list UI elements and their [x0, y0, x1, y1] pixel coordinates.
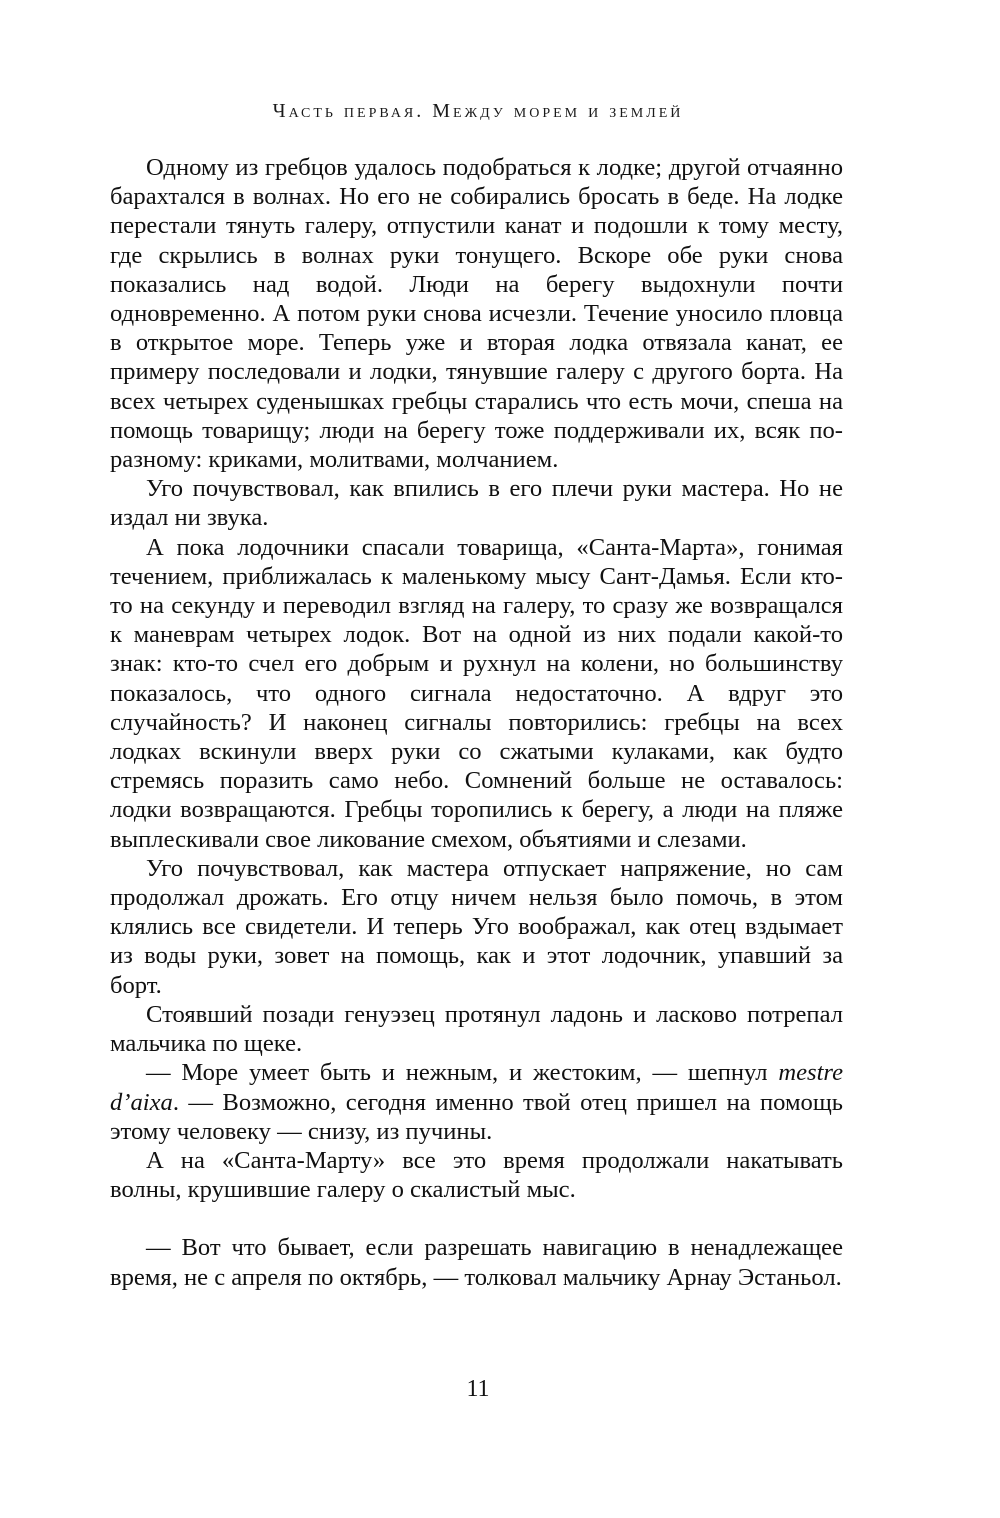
italic-term: mestre d’aixa	[110, 1059, 843, 1116]
paragraph-4: Уго почувствовал, как мастера отпускает напряжение, но сам продолжал дрожать. Его отцу ничем нельзя было помочь, в этом клялись все свидетели. И теперь Уго воображал, как отец вздымает из воды руки, зовет на помощь, как и этот лодочник, упавший за борт.	[110, 854, 843, 999]
paragraph-6	[110, 1058, 843, 1146]
running-head: Часть первая. Между морем и землей	[272, 100, 684, 122]
paragraph-3: А пока лодочники спасали товарища, «Санта-Марта», гонимая течением, приближалась к маленькому мысу Сант-Дамья. Если кто-то на секунду и переводил взгляд на галеру, то сразу же возвращался к маневрам четырех лодок. Вот на одной из них подали какой-то знак: кто-то счел его добрым и рухнул на колени, но большинству показалось, что одного сигнала недостаточно. А вдруг это случайность? И наконец сигналы повторились: гребцы на всех лодках вскинули вверх руки со сжатыми кулаками, как будто стремясь поразить само небо. Сомнений больше не оставалось: лодки возвращаются. Гребцы торопились к берегу, а люди на пляже выплескивали свое ликование смехом, объятиями и слезами.	[110, 533, 843, 853]
paragraph-1: Одному из гребцов удалось подобраться к лодке; другой отчаянно барахтался в волнах. Но его не собирались бросать в беде. На лодке перестали тянуть галеру, отпустили канат и подошли к тому месту, где скрылись в волнах руки тонущего. Вскоре обе руки снова показались над водой. Люди на берегу выдохнули почти одновременно. А потом руки снова исчезли. Течение уносило пловца в открытое море. Теперь уже и вторая лодка отвязала канат, ее примеру последовали и лодки, тянувшие галеру с другого борта. На всех четырех суденышках гребцы старались что есть мочи, спеша на помощь товарищу; люди на берегу тоже поддерживали их, всяк по-разному: криками, молитвами, молчанием.	[110, 154, 843, 474]
paragraph-8: — Вот что бывает, если разрешать навигацию в ненадлежащее время, не с апреля по октябрь, — толковал мальчику Арнау Эстаньол.	[110, 1234, 843, 1291]
paragraph-7: А на «Санта-Марту» все это время продолжали накатывать волны, крушившие галеру о скалистый мыс.	[110, 1146, 843, 1204]
paragraph-2: Уго почувствовал, как впились в его плечи руки мастера. Но не издал ни звука.	[110, 475, 843, 532]
page-number: 11	[466, 1376, 490, 1402]
paragraph-5: Стоявший позади генуэзец протянул ладонь и ласково потрепал мальчика по щеке.	[110, 1000, 843, 1058]
dialogue-text: — Море умеет быть и нежным, и жестоким, — шепнул	[146, 1059, 779, 1087]
dialogue-text-continued: . — Возможно, сегодня именно твой отец пришел на помощь этому человеку — снизу, из пучины.	[110, 1088, 843, 1145]
body-text	[110, 153, 843, 1292]
